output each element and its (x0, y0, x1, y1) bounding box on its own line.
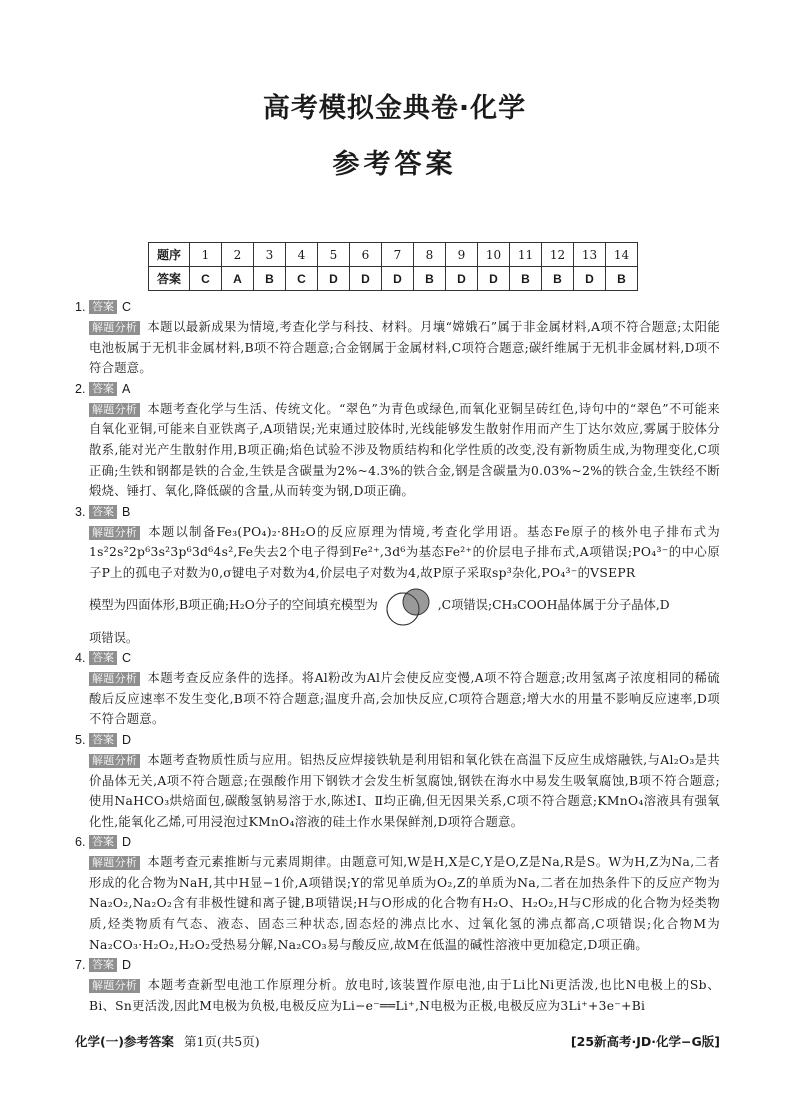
answer-line (75, 502, 720, 522)
answer-value: B (122, 504, 131, 519)
answer-line (75, 297, 720, 317)
number-cell: 12 (542, 243, 574, 267)
analysis-tag: 解题分析 (89, 321, 140, 335)
question-4 (75, 648, 720, 730)
page-subtitle: 参考答案 (332, 149, 457, 180)
answer-cell: B (606, 267, 638, 291)
number-cell: 14 (606, 243, 638, 267)
number-cell: 4 (286, 243, 318, 267)
number-cell: 10 (478, 243, 510, 267)
number-cell: 5 (318, 243, 350, 267)
answer-cell: B (542, 267, 574, 291)
analysis-text: 本题考查化学与生活、传统文化。“翠色”为青色或绿色,而氧化亚铜呈砖红色,诗句中的“翠色”不可能来自氧化亚铜,可能来自亚铁离子,A项错误;光束通过胶体时,光线能够发生散射作用而产生丁达尔效应,雾属于胶体分散系,能对光产生散射作用,B项正确;焰色试验不涉及物质结构和化学性质的改变,没有新物质生成,为物理变化,C项正确;生铁和钢都是铁的合金,生铁是含碳量为2%~4.3%的铁合金,钢是含碳量为0.03%~2%的铁合金,生铁经不断煅烧、锤打、氧化,降低碳的含量,从而转变为钢,D项正确。 (89, 401, 720, 499)
analysis-paragraph (89, 750, 720, 832)
solutions (75, 297, 720, 1016)
analysis-text: 本题以制备Fe₃(PO₄)₂·8H₂O的反应原理为情境,考查化学用语。基态Fe原子的核外电子排布式为1s²2s²2p⁶3s²3p⁶3d⁶4s²,Fe失去2个电子得到Fe²⁺,3d⁶为基态Fe²⁺的价层电子排布式,A项错误;PO₄³⁻的中心原子P上的孤电子对数为0,σ键电子对数为4,价层电子对数为4,故P原子采取sp³杂化,PO₄³⁻的VSEPR (89, 524, 720, 580)
question-2 (75, 379, 720, 502)
answer-cell: C (286, 267, 318, 291)
answer-table-number-row (149, 243, 638, 267)
answer-cell: D (382, 267, 414, 291)
question-1 (75, 297, 720, 379)
number-cell: 6 (350, 243, 382, 267)
question-number: 5. (75, 732, 86, 747)
answer-cell: A (222, 267, 254, 291)
answer-cell: B (414, 267, 446, 291)
page-footer (75, 1032, 720, 1050)
answer-cell: C (190, 267, 222, 291)
answer-value: C (122, 650, 132, 665)
answer-line (75, 379, 720, 399)
answer-tag: 答案 (89, 733, 117, 747)
footer-page-number: 第1页(共5页) (183, 1034, 260, 1049)
answer-table-answer-row (149, 267, 638, 291)
question-7 (75, 955, 720, 1016)
number-cell: 13 (574, 243, 606, 267)
footer-left (75, 1032, 260, 1050)
analysis-paragraph (89, 399, 720, 502)
analysis-tail: 项错误。 (89, 630, 139, 645)
analysis-text: 本题考查新型电池工作原理分析。放电时,该装置作原电池,由于Li比Ni更活泼,也比N电极上的Sb、Bi、Sn更活泼,因此M电极为负极,电极反应为Li−e⁻══Li⁺,N电极为正极,电极反应为3Li⁺+3e⁻+Bi (89, 978, 720, 1013)
answer-cell: D (318, 267, 350, 291)
answer-tag: 答案 (89, 958, 117, 972)
number-cell: 2 (222, 243, 254, 267)
question-number: 6. (75, 835, 86, 850)
answer-tag: 答案 (89, 835, 117, 849)
answer-line (75, 955, 720, 975)
analysis-text: 本题以最新成果为情境,考查化学与科技、材料。月壤“嫦娥石”属于非金属材料,A项不符合题意;太阳能电池板属于无机非金属材料,B项不符合题意;合金钢属于金属材料,C项符合题意;碳纤维属于无机非金属材料,D项不符合题意。 (89, 320, 720, 376)
question-6 (75, 832, 720, 955)
answer-value: D (122, 835, 132, 850)
answer-value: D (122, 958, 132, 972)
analysis-paragraph (89, 852, 720, 955)
footer-document-name: 化学(一)参考答案 (75, 1034, 174, 1049)
question-number: 1. (75, 299, 86, 314)
analysis-tag: 解题分析 (89, 526, 140, 540)
model-text-after: ,C项错误;CH₃COOH晶体属于分子晶体,D (437, 598, 670, 613)
number-cell: 8 (414, 243, 446, 267)
number-cell: 1 (190, 243, 222, 267)
water-model-line (89, 584, 720, 628)
footer-edition: [25新高考·JD·化学−G版] (570, 1034, 720, 1049)
answer-value: D (122, 732, 132, 747)
number-cell: 11 (510, 243, 542, 267)
answer-cell: D (574, 267, 606, 291)
model-text-before: 模型为四面体形,B项正确;H₂O分子的空间填充模型为 (89, 598, 378, 613)
answer-tag: 答案 (89, 300, 117, 314)
answer-line (75, 648, 720, 668)
analysis-tag: 解题分析 (89, 754, 140, 768)
answer-tag: 答案 (89, 382, 117, 396)
page-title: 高考模拟金典卷·化学 (262, 93, 527, 124)
answer-value: C (122, 299, 132, 314)
analysis-paragraph (89, 668, 720, 730)
analysis-paragraph (89, 975, 720, 1016)
analysis-tag: 解题分析 (89, 856, 140, 870)
row-header-answer: 答案 (149, 267, 190, 291)
answer-table (148, 242, 638, 291)
analysis-tag: 解题分析 (89, 672, 140, 686)
question-number: 2. (75, 381, 86, 396)
answer-tag: 答案 (89, 505, 117, 519)
analysis-tag: 解题分析 (89, 979, 140, 993)
analysis-text: 本题考查元素推断与元素周期律。由题意可知,W是H,X是C,Y是O,Z是Na,R是S。W为H,Z为Na,二者形成的化合物为NaH,其中H显−1价,A项错误;Y的常见单质为O₂,Z的单质为Na,二者在加热条件下的反应产物为Na₂O₂,Na₂O₂含有非极性键和离子键,B项错误;H与O形成的化合物有H₂O、H₂O₂,H与C形成的化合物为烃类物质,烃类物质有气态、液态、固态三种状态,固态烃的沸点比水、过氧化氢的沸点都高,C项错误;化合物M为Na₂CO₃·H₂O₂,H₂O₂受热易分解,Na₂CO₃易与酸反应,故M在低温的碱性溶液中更加稳定,D项正确。 (89, 855, 720, 952)
answer-cell: D (478, 267, 510, 291)
answer-line (75, 832, 720, 852)
analysis-text: 本题考查物质性质与应用。铝热反应焊接铁轨是利用铝和氧化铁在高温下反应生成熔融铁,与Al₂O₃是共价晶体无关,A项不符合题意;在强酸作用下钢铁才会发生析氢腐蚀,钢铁在海水中易发生吸氧腐蚀,B项不符合题意;使用NaHCO₃烘焙面包,碳酸氢钠易溶于水,陈述Ⅰ、Ⅱ均正确,但无因果关系,C项不符合题意;KMnO₄溶液具有强氧化性,能氧化乙烯,可用浸泡过KMnO₄溶液的硅土作水果保鲜剂,D项符合题意。 (89, 752, 720, 829)
row-header-number: 题序 (149, 243, 190, 267)
answer-cell: D (350, 267, 382, 291)
number-cell: 9 (446, 243, 478, 267)
question-5 (75, 730, 720, 832)
question-number: 7. (75, 958, 86, 972)
analysis-text: 本题考查反应条件的选择。将Al粉改为Al片会使反应变慢,A项不符合题意;改用氢离子浓度相同的稀硫酸后反应速率不发生变化,B项不符合题意;温度升高,会加快反应,C项符合题意;增大水的用量不影响反应速率,D项不符合题意。 (89, 671, 720, 727)
analysis-paragraph (89, 522, 720, 584)
answer-line (75, 730, 720, 750)
answer-value: A (122, 381, 131, 396)
question-number: 3. (75, 504, 86, 519)
question-number: 4. (75, 650, 86, 665)
answer-tag: 答案 (89, 651, 117, 665)
answer-cell: B (254, 267, 286, 291)
answer-cell: B (510, 267, 542, 291)
water-space-filling-model-icon (380, 585, 436, 627)
answer-cell: D (446, 267, 478, 291)
analysis-paragraph (89, 317, 720, 379)
question-3 (75, 502, 720, 648)
number-cell: 7 (382, 243, 414, 267)
number-cell: 3 (254, 243, 286, 267)
analysis-tag: 解题分析 (89, 403, 140, 417)
